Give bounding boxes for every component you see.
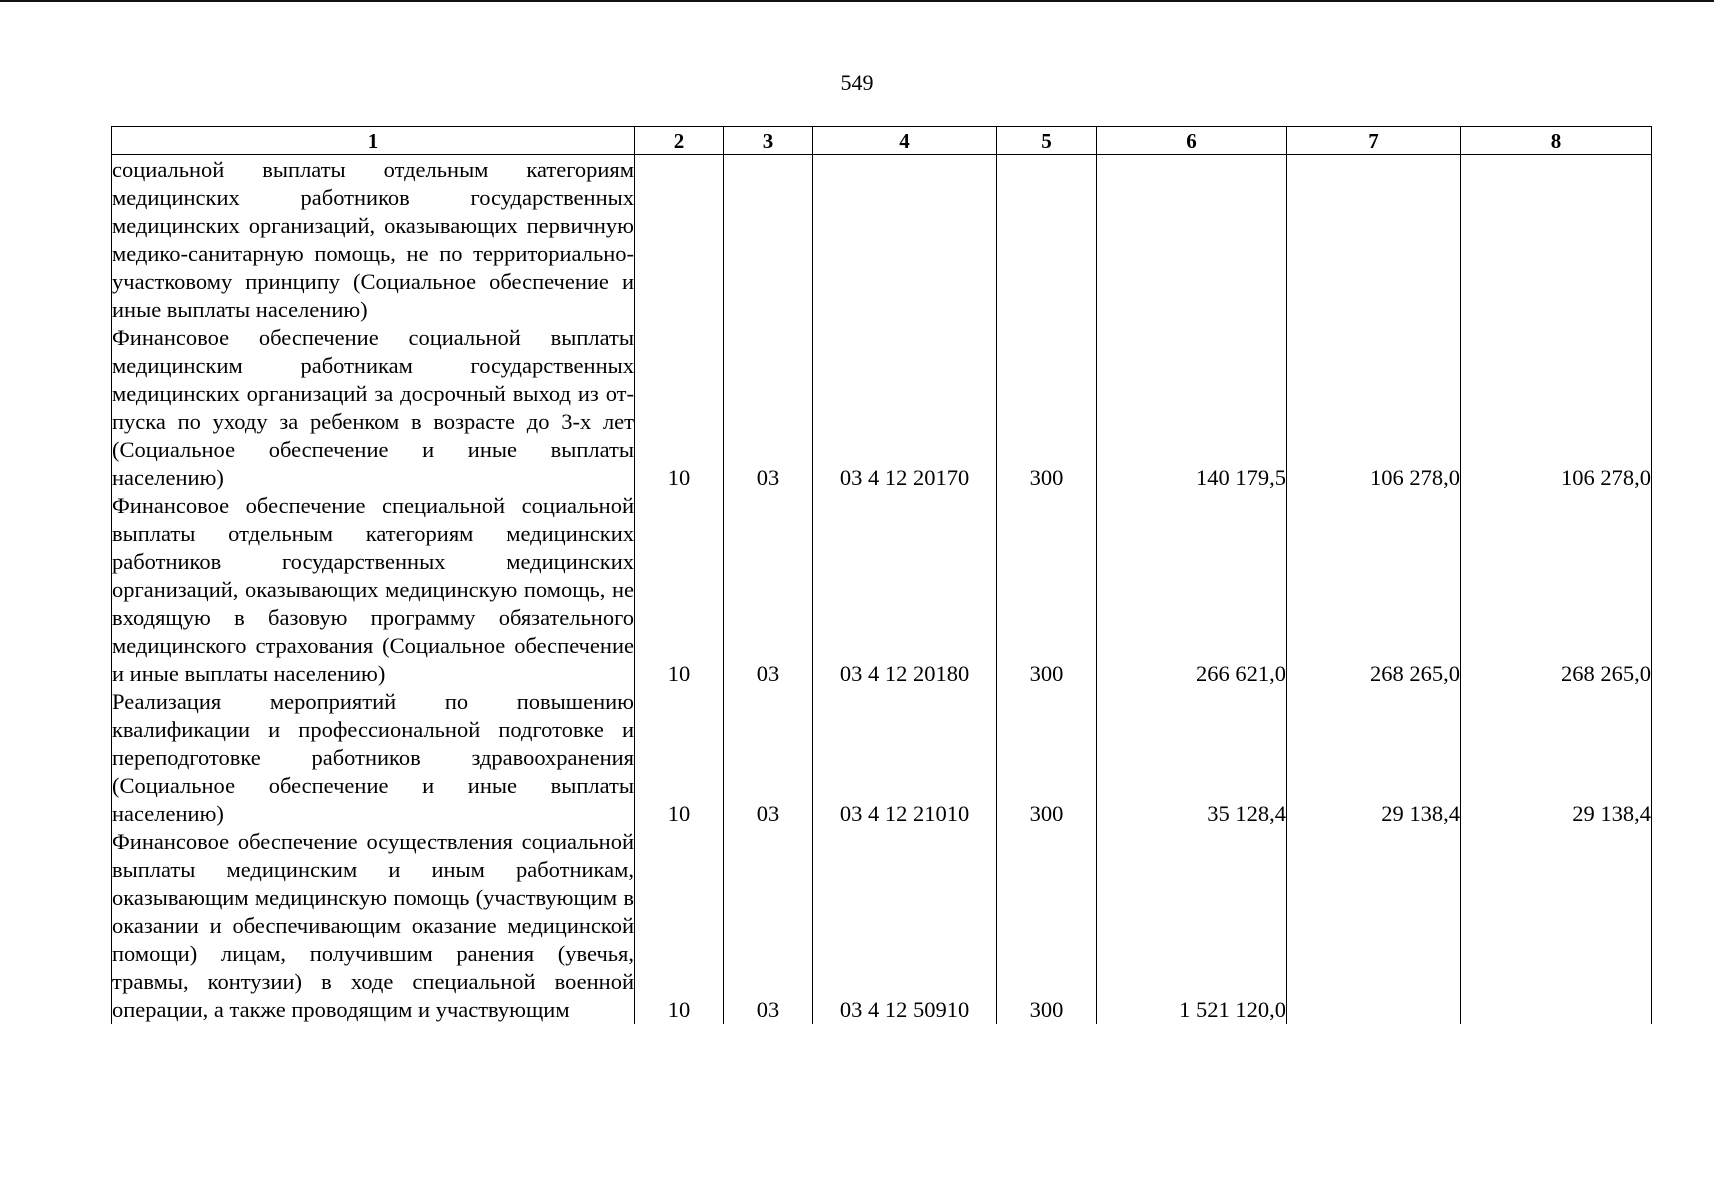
- budget-table: [111, 126, 1652, 1024]
- column-header-1: 1: [112, 127, 635, 155]
- column-header-8: 8: [1461, 127, 1652, 155]
- cell-expense-type: 300: [997, 828, 1097, 1024]
- row-description: Реализация мероприятий по повышению квалификации и профессиональной подготовке и переподготовке работников здравоохранения (Социальное обеспечение и иные выплаты населению): [112, 689, 634, 826]
- column-header-3: 3: [724, 127, 813, 155]
- column-header-2: 2: [635, 127, 724, 155]
- column-header-4: 4: [813, 127, 997, 155]
- cell-amount-col6: [1097, 155, 1287, 325]
- cell-section: [635, 155, 724, 325]
- cell-subsection: 03: [724, 492, 813, 688]
- table-row: [112, 155, 1652, 325]
- cell-subsection: [724, 155, 813, 325]
- cell-amount-col7: 29 138,4: [1287, 688, 1461, 828]
- cell-expense-type: [997, 155, 1097, 325]
- cell-expense-type: 300: [997, 688, 1097, 828]
- cell-expense-type: 300: [997, 492, 1097, 688]
- row-description: Финансовое обеспечение социальной выплаты медицинским работникам государственных медицинских организаций за досрочный выход из от-пуска по уходу за ребенком в возрасте до 3-х лет (Социальное обеспечение и иные выплаты населению): [112, 325, 634, 490]
- cell-amount-col8: 106 278,0: [1461, 324, 1652, 492]
- table-row: [112, 688, 1652, 828]
- cell-amount-col7: [1287, 155, 1461, 325]
- row-description: социальной выплаты отдельным категориям медицинских работников государственных медицинских организаций, оказывающих первичную медико-санитарную помощь, не по территориально-участковому принципу (Социальное обеспечение и иные выплаты населению): [112, 155, 635, 325]
- cell-amount-col8: 29 138,4: [1461, 688, 1652, 828]
- table-header-row: [112, 127, 1652, 155]
- table-row: [112, 828, 1652, 1024]
- table-row: [112, 324, 1652, 492]
- cell-target-article: 03 4 12 50910: [813, 828, 997, 1024]
- cell-subsection: 03: [724, 828, 813, 1024]
- cell-amount-col8: [1461, 155, 1652, 325]
- column-header-6: 6: [1097, 127, 1287, 155]
- cell-subsection: 03: [724, 688, 813, 828]
- cell-amount-col8: [1461, 828, 1652, 1024]
- cell-amount-col6: 140 179,5: [1097, 324, 1287, 492]
- table-row: [112, 492, 1652, 688]
- cell-target-article: 03 4 12 20170: [813, 324, 997, 492]
- column-header-7: 7: [1287, 127, 1461, 155]
- row-description: Финансовое обеспечение специальной социальной выплаты отдельным категориям медицинских работников государственных медицинских организаций, оказывающих медицинскую помощь, не входящую в базовую программу обязательного медицинского страхования (Социальное обеспечение и иные выплаты населению): [112, 493, 634, 686]
- cell-section: 10: [635, 492, 724, 688]
- page-top-edge: [0, 0, 1714, 2]
- cell-target-article: 03 4 12 21010: [813, 688, 997, 828]
- page-number: 549: [840, 70, 874, 95]
- cell-amount-col7: [1287, 828, 1461, 1024]
- cell-amount-col8: 268 265,0: [1461, 492, 1652, 688]
- cell-expense-type: 300: [997, 324, 1097, 492]
- column-header-5: 5: [997, 127, 1097, 155]
- cell-target-article: 03 4 12 20180: [813, 492, 997, 688]
- cell-section: 10: [635, 688, 724, 828]
- cell-amount-col6: 35 128,4: [1097, 688, 1287, 828]
- row-description: Финансовое обеспечение осуществления социальной выплаты медицинским и иным работникам, оказывающим медицинскую помощь (участвующим в оказании и обеспечивающим оказание медицинской помощи) лицам, получившим ранения (увечья, травмы, контузии) в ходе специальной военной операции, а также проводящим и участвующим: [112, 829, 634, 1022]
- cell-amount-col6: 266 621,0: [1097, 492, 1287, 688]
- cell-amount-col6: 1 521 120,0: [1097, 828, 1287, 1024]
- cell-section: 10: [635, 828, 724, 1024]
- cell-target-article: [813, 155, 997, 325]
- cell-section: 10: [635, 324, 724, 492]
- cell-amount-col7: 268 265,0: [1287, 492, 1461, 688]
- cell-subsection: 03: [724, 324, 813, 492]
- cell-amount-col7: 106 278,0: [1287, 324, 1461, 492]
